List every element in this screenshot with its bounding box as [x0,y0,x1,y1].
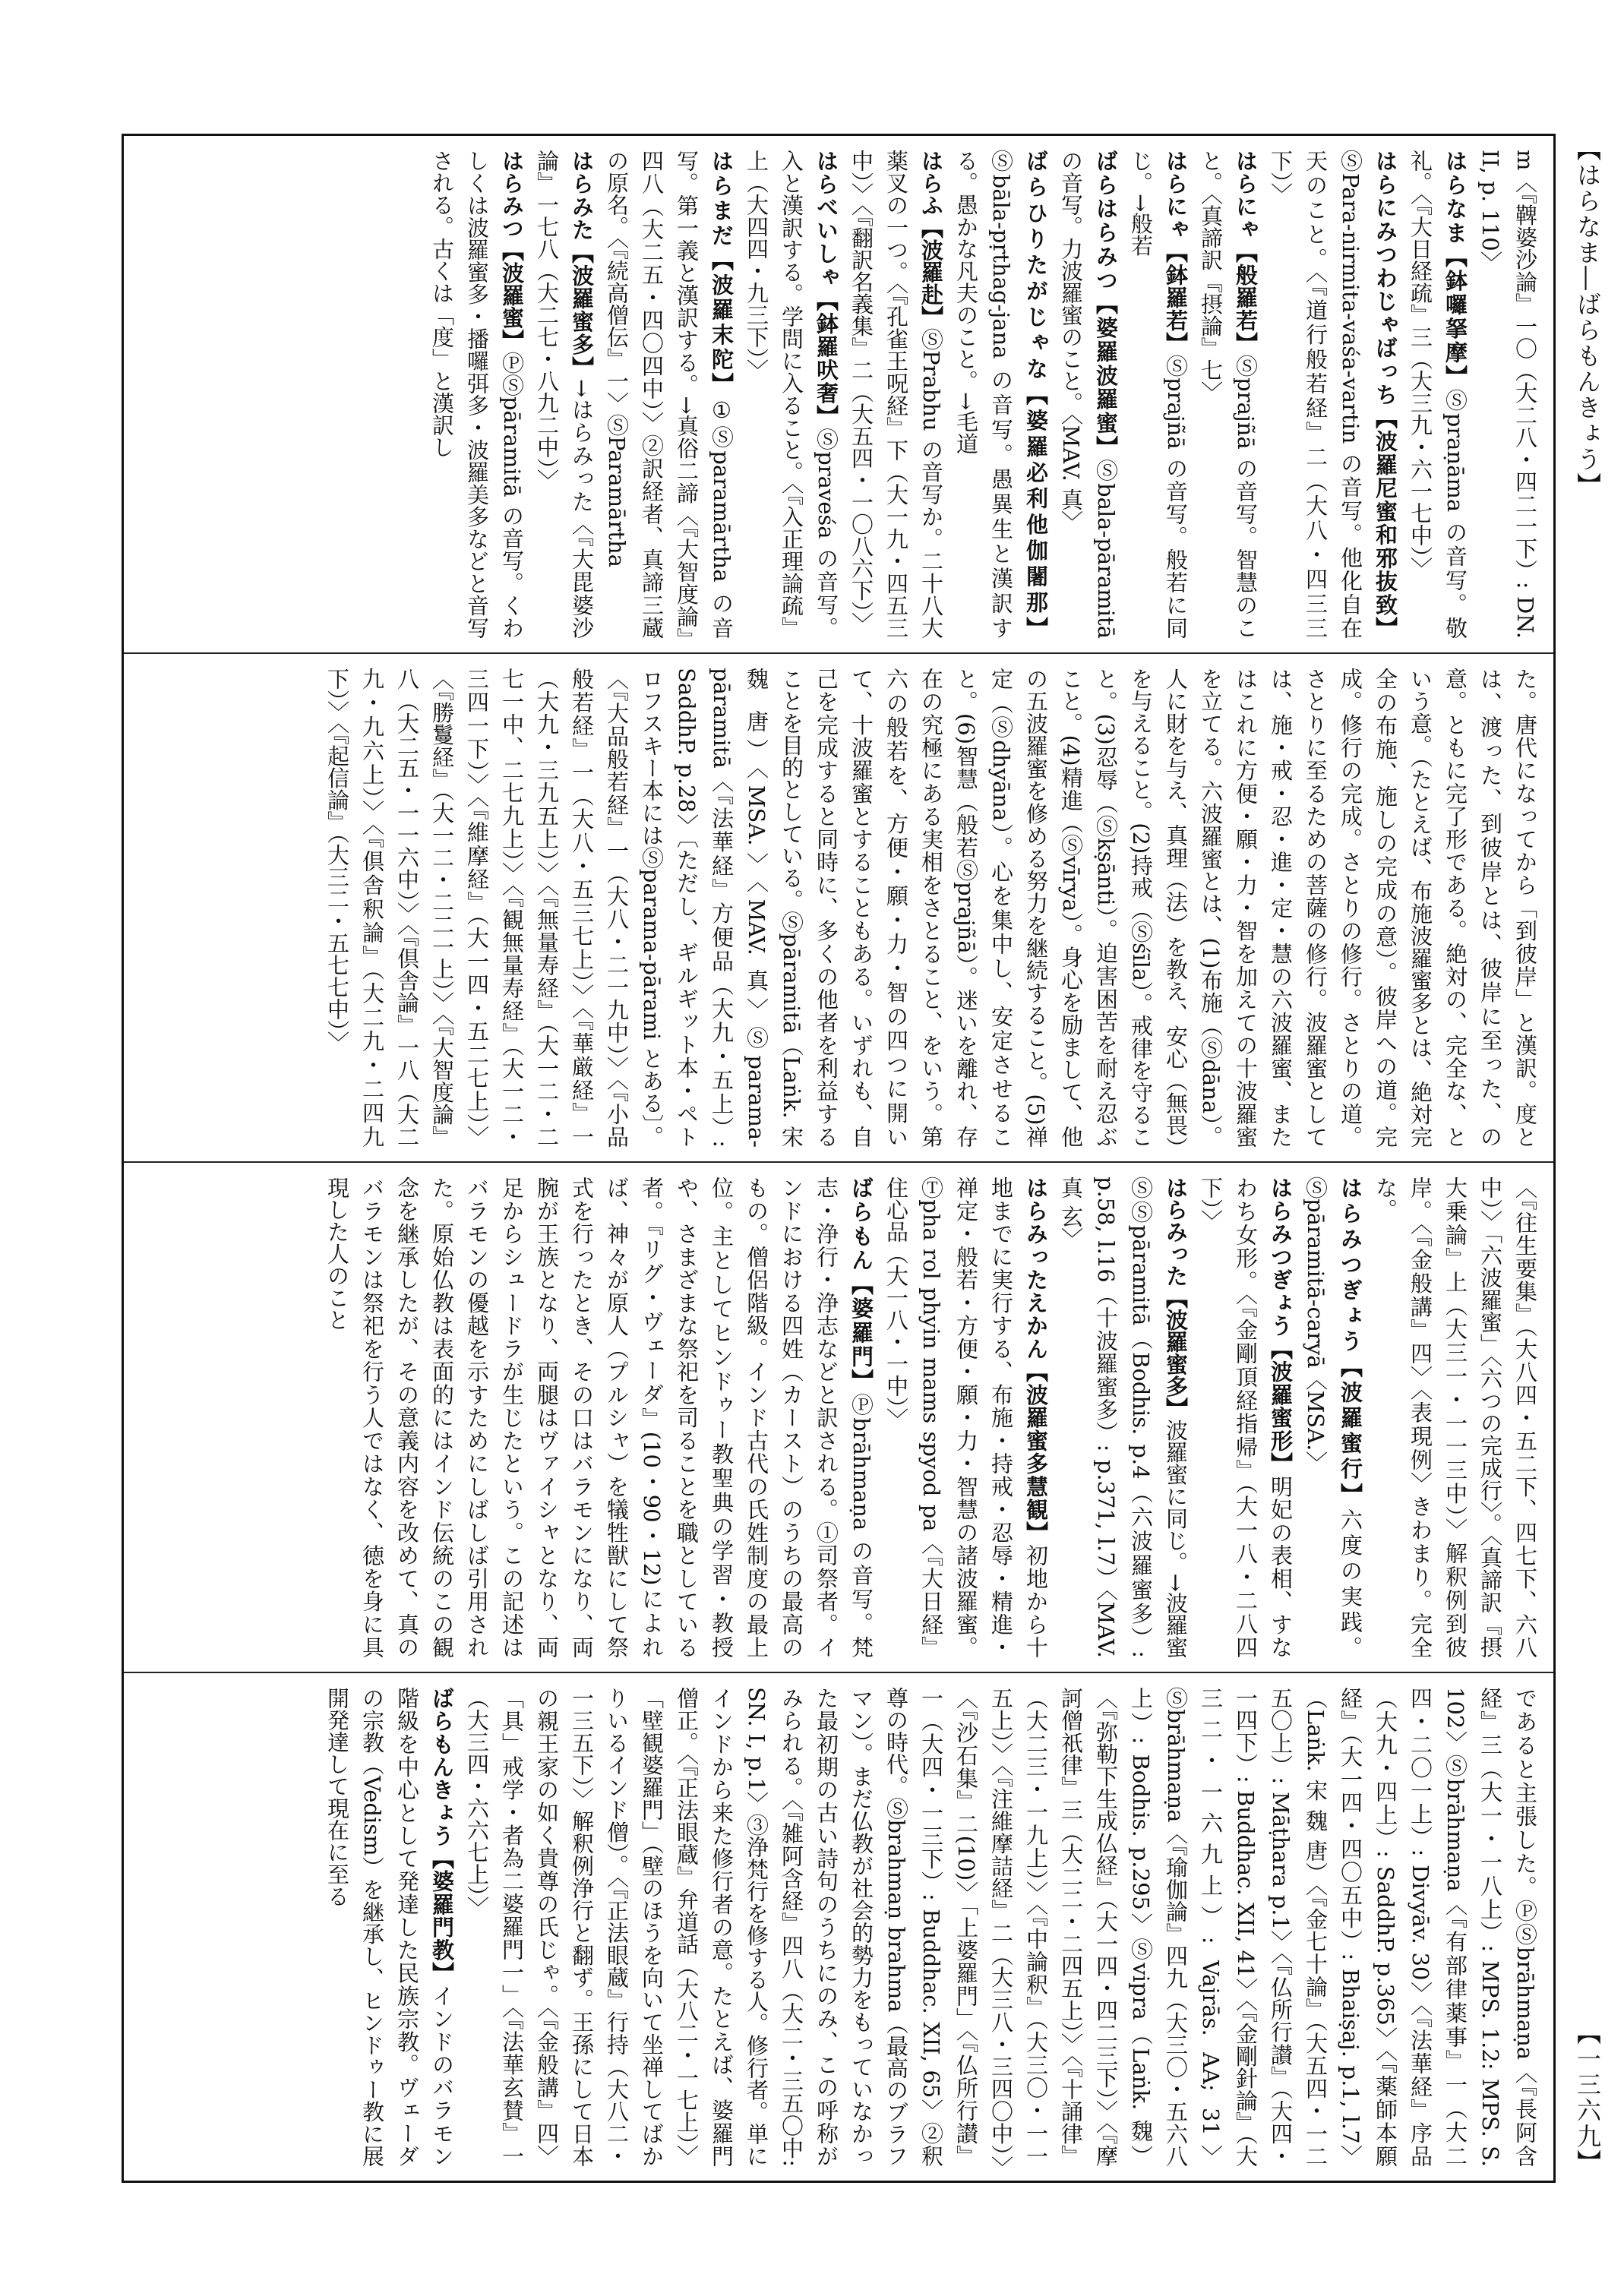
entry-headword: はらみた【波羅蜜多】 [569,150,595,379]
entry-headword: はらべいしゃ【鉢羅吠奢】 [814,150,839,428]
dictionary-entry [1268,150,1398,639]
entry-text: 〈『往生要集』（大八四・五二下、四七下、六八中）〉「六波羅蜜」〈六つの完成行〉。〈真諦訳『摂大乗論』上（大三一・一一三中）〉解釈例到彼岸。〈『金般講』四〉〈表現例〉きわまり。完全な。 [1373,1176,1538,1658]
entry-text: m〈『鞞婆沙論』一〇（大二八・四二一下）: DN. II, p. 110〉 [1477,150,1538,639]
column-band-2 [124,652,1553,1161]
entry-text: 波羅蜜に同じ。→波羅蜜ⓈⓈpāramitā（Bodhis. p.4（六波羅蜜多）: p.58, l.16（十波羅蜜多）: p.371, l.7）〈MAV. 真 玄〉 [1058,1176,1189,1659]
running-head: 【はらなま―ばらもんきょう】 [1573,137,1602,498]
dictionary-entry [429,150,525,639]
column-band-3 [124,1161,1553,1672]
column-4 [124,1673,1553,2181]
entry-text: Ⓢpraṇāma の音写。敬礼。〈『大日経疏』三（大三九・六一七中）〉 [1408,150,1468,639]
dictionary-entry [1408,150,1468,639]
entry-headword: はらみつぎょう【波羅蜜行】 [1338,1176,1363,1508]
entry-headword: はらみったえかん【波羅蜜多慧観】 [1023,1176,1049,1544]
entry-text: ⓈPara-nirmita-vaśa-vartin の音写。他化自在天のこと。〈『道行般若経』二（大八・四三三下）〉 [1268,150,1363,639]
entry-text: であると主張した。ⓅⓈbrāhmaṇa〈『長阿含経』三（大一・一八上）: MPS. 1.2: MPS. S. 102〉Ⓢbrāhmaṇa〈『有部律薬事』一（大二四・二〇一上）: Divyāv. 30〉〈『法華経』序品（大九・四上）: SaddhP. p.365〉〈『薬師本願経』（大一四・四〇五中）: Bhaiṣaj. p.1, l.7〉（Laṅk. 宋 魏 唐）〈『金七十論』（大五四・一二五〇上）: Māṭhara p.1〉〈『仏所行讃』（大四・一四下）: Buddhac. XII, 41〉〈『金剛針論』（大三二・一六九上）: Vajrās. AA; 31〉Ⓢbrāhmaṇa〈『瑜伽論』四九（大三〇・五六八上）: Bodhis. p.295〉Ⓢvipra（Laṅk. 魏）〈『弥勒下生成仏経』（大一四・四二三下）〉〈『摩訶僧祇律』三（大二二・二四五上）〉〈『十誦律』（大二三・一九上）〉〈『中論釈』（大三〇・一一五上）〉〈『注維摩詰経』二（大三八・三四〇中）〉〈『沙石集』二(10)〉「上婆羅門」〈『仏所行讃』一（大四・一三下）: Buddhac. XII, 65〉②釈尊の時代。Ⓢbrahmaṇ brahma（最高のブラフマン）。まだ仏教が社会的勢力をもっていなかった最初期の古い詩句のうちにのみ、この呼称がみられる。〈『雑阿含経』四八（大二・三五〇中: SN. I, p.1〉③浄梵行を修する人。修行者。単にインドから来た修行者の意。たとえば、婆羅門僧正。〈『正法眼蔵』弁道話（大八二・一七上）〉「壁観婆羅門」（壁のほうを向いて坐禅してばかりいるインド僧）。〈『正法眼蔵』行持（大八二・一三五下）〉解釈例浄行と翻ず。王孫にして日本の親王家の如く貴尊の氏じゃ。〈『金般講』四〉「具」戒学・者為二婆羅門一」〈『法華玄賛』一（大三四・六六七上）〉 [464,1687,1538,2167]
column-1 [124,136,1553,652]
dictionary-entry [953,150,1049,639]
entry-text: 初地から十地までに実行する、布施・持戒・忍辱・精進・禅定・般若・方便・願・力・智慧の諸波羅蜜。Ⓣpha rol phyin mams spyod pa〈『大日経』住心品（大一八・一中）〉 [883,1176,1049,1658]
dictionary-entry [744,150,839,639]
column-band-1 [124,136,1553,652]
dictionary-entry [848,150,944,639]
entry-text: Ⓢprajñā の音写。智慧のこと。〈真諦訳『摂論』七〉 [1198,150,1259,639]
entry-text: Ⓢbala-pāramitā の音写。力波羅蜜のこと。〈MAV. 真〉 [1058,150,1119,639]
entry-headword: はらにゃ【般羅若】 [1233,150,1259,355]
entry-headword: はらふ【波羅赴】 [918,150,944,328]
dictionary-entry [1198,1176,1294,1658]
dictionary-entry [1058,1176,1189,1658]
entry-headword: ばらひりたがじゃな【婆羅必利他伽闍那】 [1023,150,1049,639]
entry-headword: ばらもんきょう【婆羅門教】 [429,1687,455,1985]
dictionary-entry [604,150,735,639]
entry-headword: はらみつぎょう【波羅蜜形】 [1268,1176,1294,1476]
dictionary-entry [1128,150,1189,639]
entry-text: Ⓢbāla-pṛthag-jana の音写。愚異生と漢訳する。愚かな凡夫のこと。→毛道 [953,150,1014,639]
entry-headword: ばらはらみつ【婆羅波羅蜜】 [1093,150,1119,460]
entry-headword: ばらもん【婆羅門】 [848,1176,874,1394]
column-band-4 [124,1672,1553,2181]
entry-text: インドのバラモン階級を中心として発達した民族宗教。ヴェーダの宗教（Vedism）を継承し、ヒンドゥー教に展開発達して現在に至る [324,1687,455,2168]
page-number: 【一三六九】 [1573,2020,1602,2175]
entry-text: Ⓢprajñā の音写。般若に同じ。→般若 [1128,150,1189,639]
dictionary-entry [324,1687,455,2167]
entry-text: た。唐代になってから「到彼岸」と漢訳。度とは、渡った、到彼岸とは、彼岸に至った、の意。ともに完了形である。絶対の、完全な、という意。（たとえば、布施波羅蜜多とは、絶対完全の布施、施しの完成の意）。彼岸への道。完成。修行の完成。さとりの修行。さとりの道。さとりに至るための菩薩の修行。波羅蜜としては、施・戒・忍・進・定・慧の六波羅蜜、またはこれに方便・願・力・智を加えての十波羅蜜を立てる。六波羅蜜とは、(1)布施（Ⓢdāna）。人に財を与え、真理（法）を教え、安心（無畏）を与えること。(2)持戒（Ⓢśīla）。戒律を守ること。(3)忍辱（Ⓢkṣānti）。迫害困苦を耐え忍ぶこと。(4)精進（Ⓢvīrya）。身心を励まして、他の五波羅蜜を修める努力を継続すること。(5)禅定（Ⓢdhyāna）。心を集中し、安定させること。(6)智慧（般若Ⓢprajñā）。迷いを離れ、存在の究極にある実相をさとること、をいう。第六の般若を、方便・願・力・智の四つに開いて、十波羅蜜とすることもある。いずれも、自己を完成すると同時に、多くの他者を利益することを目的としている。Ⓢpāramitā（Laṅk. 宋 魏 唐）〈MSA.〉〈MAV. 真〉Ⓢparama-pāramitā〈『法華経』方便品（大九・五上）: SaddhP. p.28〉〔ただし、ギルギット本・ペトロフスキー本にはⓈparama-pārami とある〕。〈『大品般若経』一（大八・二一九中）〉〈『小品般若経』一（大八・五三七上）〉〈『華厳経』一（大九・三九五上）〉〈『無量寿経』（大一二・二七一中、二七九上）〉〈『観無量寿経』（大一二・三四一下）〉〈『維摩経』（大一四・五二七上）〉〈『勝鬘経』（大一二・二二一上）〉〈『大智度論』八（大二五・一一六中）〉〈『倶舎論』一八（大二九・九六上）〉〈『倶舎釈論』（大二九・二四九下）〉〈『起信論』（大三二・五七七中）〉 [324,668,1538,1148]
entry-headword: はらなま【鉢囉拏摩】 [1442,150,1468,390]
dictionary-entry [1477,150,1538,639]
entry-text: ①Ⓢparamārtha の音写。第一義と漢訳する。→真俗二諦〈『大智度論』四八（大二五・四〇四中）〉②訳経者、真諦三蔵の原名。〈『続高僧伝』一〉ⓈParamārtha [604,150,735,640]
text-frame [122,134,1556,2183]
entry-text: ⓈPrabhu の音写か。二十八大薬叉の一つ。〈『孔雀王呪経』下（大一九・四五三中）〉〈『翻訳名義集』二（大五四・一〇八六下）〉 [848,150,944,639]
dictionary-entry [534,150,595,639]
entry-text: Ⓟbrāhmaṇa の音写。梵志・浄行・浄志などと訳される。①司祭者。インドにおける四姓（カースト）のうちの最高のもの。僧侶階級。インド古代の氏姓制度の最上位。主としてヒンドゥー教聖典の学習・教授や、さまざまな祭祀を司ることを職としている者。『リグ・ヴェーダ』(10・90・12)によれば、神々が原人（プルシャ）を犠牲獣にして祭式を行ったとき、その口はバラモンになり、両腕が王族となり、両腿はヴァイシャとなり、両足からシュードラが生じたという。この記述はバラモンの優越を示すためにしばしば引用された。原始仏教は表面的にはインド伝統のこの観念を継承したが、その意義内容を改めて、真のバラモンは祭祀を行う人ではなく、徳を身に具現した人のこと [324,1176,874,1658]
column-2 [124,654,1553,1161]
dictionary-entry [1058,150,1119,639]
entry-text: 六度の実践。Ⓢpāramitā-caryā〈MSA.〉 [1303,1176,1363,1659]
entry-headword: はらみった【波羅蜜多】 [1163,1176,1189,1420]
dictionary-entry [883,1176,1049,1658]
entry-headword: はらみつ【波羅蜜】 [499,150,525,352]
dictionary-entry [324,668,1538,1148]
column-3 [124,1163,1553,1672]
entry-headword: はらにゃ【鉢羅若】 [1163,150,1189,355]
entry-headword: はらにみつわじゃばっち【波羅尼蜜和邪抜致】 [1373,150,1398,639]
entry-text: →はらみった〈『大毘婆沙論』一七八（大二七・八九二中）〉 [534,150,595,639]
dictionary-entry [1198,150,1259,639]
entry-text: 明妃の表相、すなわち女形。〈『金剛頂経指帰』（大一八・二八四下）〉 [1198,1176,1294,1658]
dictionary-entry [324,1176,874,1658]
dictionary-entry [1303,1176,1363,1658]
entry-text: ⓅⓈpāramitā の音写。くわしくは波羅蜜多・播囉弭多・波羅美多などと音写される。古くは「度」と漢訳し [429,150,525,639]
entry-text: Ⓢpraveśa の音写。入と漢訳する。学問に入ること。〈『入正理論疏』上（大四四・九三下）〉 [744,150,839,640]
entry-headword: はらまだ【波羅末陀】 [709,150,735,398]
dictionary-entry [464,1687,1538,2167]
dictionary-entry [1373,1176,1538,1658]
